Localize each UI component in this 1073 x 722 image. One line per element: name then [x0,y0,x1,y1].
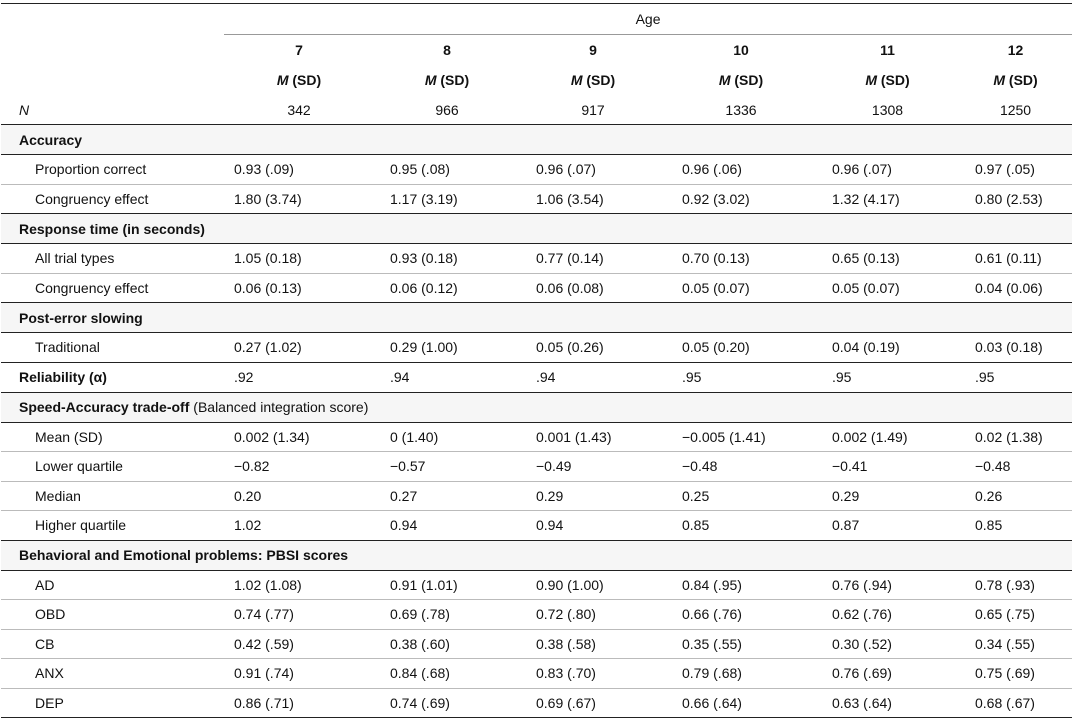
table-row [1,511,1072,541]
table-cell: 0.69 (.78) [374,600,520,630]
row-label: Traditional [1,333,224,363]
table-cell: −0.49 [520,452,666,482]
row-label: All trial types [1,244,224,274]
table-cell: 0.06 (0.08) [520,273,666,303]
row-label: OBD [1,600,224,630]
msd-header: M (SD) [865,72,910,88]
section-response-time [1,214,1072,244]
table-cell: 0.27 [374,481,520,511]
table-cell: 0.61 (0.11) [959,244,1072,274]
header-msd-row [1,65,1072,95]
table-cell: 0.92 (3.02) [666,184,816,214]
table-cell: 0.34 (.55) [959,629,1072,659]
row-label: Mean (SD) [1,422,224,452]
table-row [1,184,1072,214]
age-value: 7 [295,42,303,58]
table-cell: 0.91 (1.01) [374,570,520,600]
row-label: Median [1,481,224,511]
table-cell: −0.48 [666,452,816,482]
table-cell: 0.86 (.71) [224,688,374,718]
n-label: N [1,95,224,125]
table-cell: 0.85 [959,511,1072,541]
header-age-row [1,4,1072,35]
table-cell: 0.66 (.64) [666,688,816,718]
section-title: Behavioral and Emotional problems: PBSI scores [1,540,1072,570]
table-cell: 0.65 (0.13) [816,244,959,274]
table-cell: 0.70 (0.13) [666,244,816,274]
table-cell: 1.06 (3.54) [520,184,666,214]
n-value: 342 [224,95,374,125]
section-title: Accuracy [1,125,1072,155]
table-cell: 0.68 (.67) [959,688,1072,718]
row-label: AD [1,570,224,600]
age-header: Age [224,4,1072,35]
header-age-values-row [1,35,1072,66]
table-cell: −0.005 (1.41) [666,422,816,452]
table-cell: 0.78 (.93) [959,570,1072,600]
table-cell: 0.05 (0.07) [666,273,816,303]
table-row [1,570,1072,600]
table-cell: 1.80 (3.74) [224,184,374,214]
msd-header: M (SD) [424,72,470,88]
section-speed-accuracy [1,392,1072,422]
table-cell: .95 [816,362,959,392]
table-cell: 0.94 [520,511,666,541]
table-cell: 0.63 (.64) [816,688,959,718]
table-cell: 0.65 (.75) [959,600,1072,630]
table-cell: 0.94 [374,511,520,541]
table-cell: .95 [959,362,1072,392]
table-cell: .92 [224,362,374,392]
table-cell: 0.93 (.09) [224,155,374,185]
table-cell: 1.05 (0.18) [224,244,374,274]
table-cell: 1.02 (1.08) [224,570,374,600]
age-value: 8 [443,42,451,58]
table-row [1,244,1072,274]
age-value: 12 [1007,42,1024,58]
table-cell: −0.82 [224,452,374,482]
table-cell: −0.48 [959,452,1072,482]
row-label: Congruency effect [1,273,224,303]
table-cell: 0.06 (0.13) [224,273,374,303]
table-cell: 0.76 (.94) [816,570,959,600]
table-row [1,273,1072,303]
table-cell: 0.80 (2.53) [959,184,1072,214]
table-cell: 0 (1.40) [374,422,520,452]
table-cell: 0.05 (0.20) [666,333,816,363]
table-cell: .95 [666,362,816,392]
n-value: 966 [374,95,520,125]
table-cell: 0.42 (.59) [224,629,374,659]
section-behavioral [1,540,1072,570]
msd-header: M (SD) [276,72,322,88]
table-cell: 0.96 (.07) [816,155,959,185]
table-cell: 0.79 (.68) [666,659,816,689]
table-cell: 0.30 (.52) [816,629,959,659]
section-title: Response time (in seconds) [1,214,1072,244]
table-row [1,155,1072,185]
section-post-error [1,303,1072,333]
table-cell: −0.57 [374,452,520,482]
n-value: 1336 [666,95,816,125]
section-accuracy [1,125,1072,155]
table-row [1,422,1072,452]
row-label: Lower quartile [1,452,224,482]
table-cell: 0.83 (.70) [520,659,666,689]
row-label: DEP [1,688,224,718]
table-row [1,600,1072,630]
table-cell: 0.91 (.74) [224,659,374,689]
table-cell: 0.35 (.55) [666,629,816,659]
results-table [1,3,1072,718]
row-label: Congruency effect [1,184,224,214]
table-row [1,452,1072,482]
table-cell: 1.02 [224,511,374,541]
table-cell: 0.29 [520,481,666,511]
table-cell: 0.84 (.95) [666,570,816,600]
msd-header: M (SD) [718,72,764,88]
header-n-row [1,95,1072,125]
table-cell: 0.69 (.67) [520,688,666,718]
table-cell: 0.75 (.69) [959,659,1072,689]
table-cell: 0.03 (0.18) [959,333,1072,363]
age-value: 11 [880,42,895,58]
table-cell: 0.04 (0.06) [959,273,1072,303]
table-cell: 0.38 (.60) [374,629,520,659]
table-cell: 0.38 (.58) [520,629,666,659]
table-cell: 0.25 [666,481,816,511]
row-label: Proportion correct [1,155,224,185]
table-cell: 0.26 [959,481,1072,511]
table-cell: 0.04 (0.19) [816,333,959,363]
table-cell: 0.87 [816,511,959,541]
section-title: Post-error slowing [1,303,1072,333]
table-row [1,481,1072,511]
table-cell: 0.95 (.08) [374,155,520,185]
table-cell: 0.90 (1.00) [520,570,666,600]
table-cell: 0.85 [666,511,816,541]
reliability-row [1,362,1072,392]
msd-header: M (SD) [570,72,616,88]
table-cell: 0.05 (0.07) [816,273,959,303]
table-row [1,629,1072,659]
table-cell: 0.20 [224,481,374,511]
table-row [1,688,1072,718]
table-cell: 0.27 (1.02) [224,333,374,363]
table-cell: 0.29 (1.00) [374,333,520,363]
n-value: 1308 [816,95,959,125]
table-cell: 0.97 (.05) [959,155,1072,185]
table-row [1,659,1072,689]
table-cell: 0.62 (.76) [816,600,959,630]
n-value: 1250 [959,95,1072,125]
table-cell: .94 [374,362,520,392]
table-cell: 1.17 (3.19) [374,184,520,214]
table-cell: −0.41 [816,452,959,482]
table-cell: 0.77 (0.14) [520,244,666,274]
row-label: Reliability (α) [1,362,224,392]
table-cell: 0.66 (.76) [666,600,816,630]
age-value: 10 [733,42,749,58]
table-cell: 0.06 (0.12) [374,273,520,303]
row-label: Higher quartile [1,511,224,541]
table-cell: 0.74 (.69) [374,688,520,718]
table-cell: 0.002 (1.49) [816,422,959,452]
section-title: Speed-Accuracy trade-off (Balanced integration score) [1,392,1072,422]
table-cell: 0.001 (1.43) [520,422,666,452]
table-cell: 0.72 (.80) [520,600,666,630]
table-cell: 0.29 [816,481,959,511]
table-cell: 0.93 (0.18) [374,244,520,274]
table-cell: 0.96 (.07) [520,155,666,185]
table-cell: 1.32 (4.17) [816,184,959,214]
n-value: 917 [520,95,666,125]
msd-header: M (SD) [993,72,1038,88]
row-label: ANX [1,659,224,689]
table-cell: 0.76 (.69) [816,659,959,689]
table-cell: 0.02 (1.38) [959,422,1072,452]
row-label: CB [1,629,224,659]
table-cell: .94 [520,362,666,392]
table-row [1,333,1072,363]
table-cell: 0.84 (.68) [374,659,520,689]
table-cell: 0.05 (0.26) [520,333,666,363]
table-cell: 0.96 (.06) [666,155,816,185]
table-cell: 0.74 (.77) [224,600,374,630]
table-cell: 0.002 (1.34) [224,422,374,452]
age-value: 9 [589,42,597,58]
